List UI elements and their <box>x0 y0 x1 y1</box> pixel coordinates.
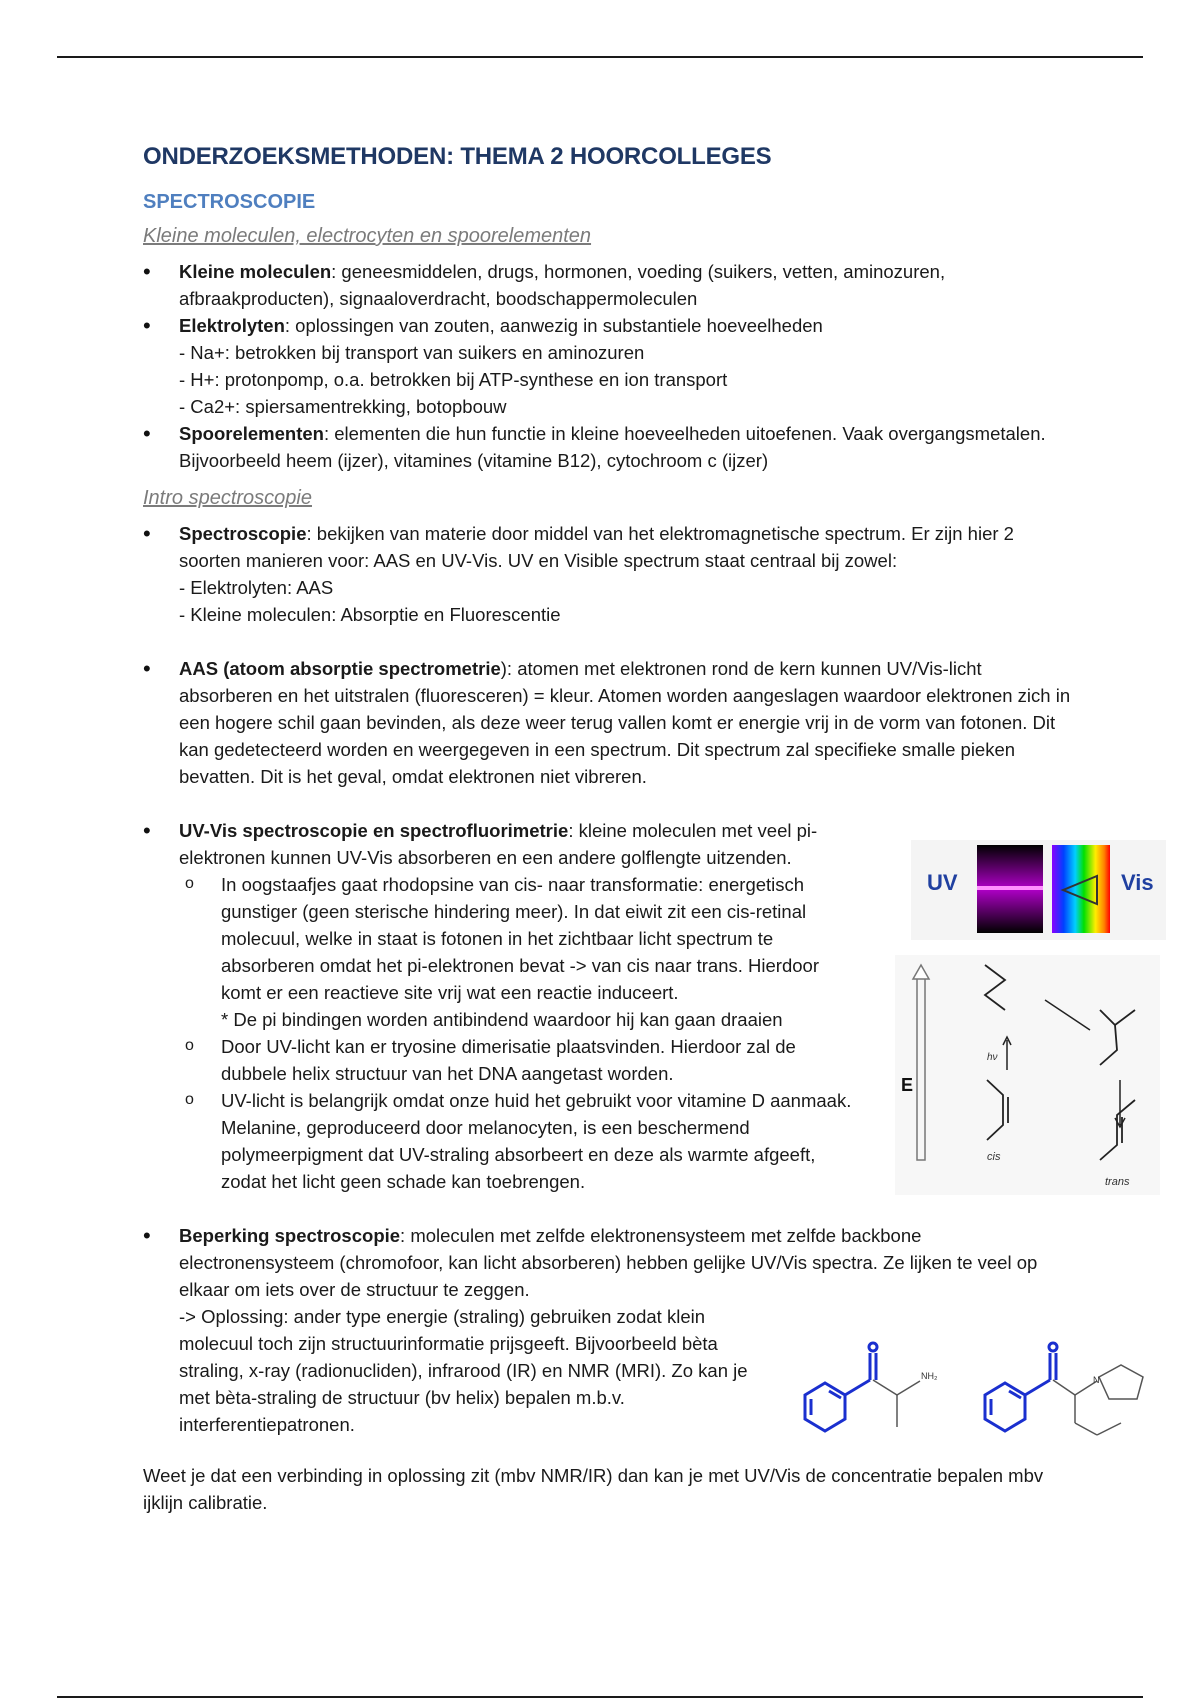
uv-label: UV <box>927 870 958 895</box>
term-aas: AAS (atoom absorptie spectrometrie <box>179 658 501 679</box>
sub-line: - Elektrolyten: AAS <box>179 577 334 598</box>
uv-line <box>977 886 1043 890</box>
definition: : geneesmiddelen, drugs, hormonen, voeding (suikers, vetten, aminozuren, afbraakproducten), signaaloverdracht, boodschappermoleculen <box>179 261 946 309</box>
subheading-intro: Intro spectroscopie <box>143 487 312 509</box>
sub-list <box>179 871 863 1195</box>
sub-text: In oogstaafjes gaat rhodopsine van cis- naar transformatie: energetisch gunstiger (geen sterische hindering meer). In dat eiwit zit een cis-retinal molecuul, welke in staat is fotonen in het zichtbaar licht spectrum te absorberen omdat het pi-elektronen bevat -> van cis naar trans. Hierdoor komt er een reactieve site vrij wat een reactie induceert. <box>221 874 819 1003</box>
definition: : elementen die hun functie in kleine hoeveelheden uitoefenen. Vaak overgangsmetalen. Bijvoorbeeld heem (ijzer), vitamines (vitamine B12), cytochroom c (ijzer) <box>179 423 1046 471</box>
note: * De pi bindingen worden antibindend waardoor hij kan gaan draaien <box>221 1009 783 1030</box>
bullet-list-3 <box>143 655 1073 790</box>
section-heading: SPECTROSCOPIE <box>143 191 316 213</box>
document-body <box>143 140 1073 1516</box>
list-item <box>143 312 1073 420</box>
hv-label: hν <box>987 1052 998 1063</box>
top-rule <box>57 56 1143 58</box>
definition: : moleculen met zelfde elektronensysteem met zelfde backbone electronensysteem (chromofoor, kan licht absorberen) hebben gelijke UV/Vis spectra. Ze lijken te veel op elkaar om iets over de structuur te zeggen. <box>179 1225 1038 1300</box>
term-elektrolyten: Elektrolyten <box>179 315 285 336</box>
term-spoorelementen: Spoorelementen <box>179 423 324 444</box>
term-kleine-moleculen: Kleine moleculen <box>179 261 332 282</box>
sub-line: - H+: protonpomp, o.a. betrokken bij ATP-synthese en ion transport <box>179 369 728 390</box>
list-item <box>143 420 1073 474</box>
trans-label: trans <box>1105 1176 1130 1188</box>
sub-line: - Na+: betrokken bij transport van suikers en aminozuren <box>179 342 645 363</box>
cis-label: cis <box>987 1151 1001 1163</box>
nh2-label: NH₂ <box>921 1371 938 1381</box>
uv-vis-spectrum-figure <box>911 840 1166 940</box>
n-label: N <box>1093 1375 1100 1385</box>
energy-label: E <box>901 1075 914 1095</box>
term-uv-vis: UV-Vis spectroscopie en spectrofluorimetrie <box>179 820 569 841</box>
vis-label: Vis <box>1121 870 1154 895</box>
definition: : bekijken van materie door middel van het elektromagnetische spectrum. Er zijn hier 2 soorten manieren voor: AAS en UV-Vis. UV en Visible spectrum staat centraal bij zowel: <box>179 523 1014 571</box>
list-item <box>143 655 1073 790</box>
definition: ): atomen met elektronen rond de kern kunnen UV/Vis-licht absorberen en het uitstralen (fluoresceren) = kleur. Atomen worden aangeslagen waardoor elektronen zich in een hogere schil gaan bevinden, als deze weer terug vallen komt er energie vrij in de vorm van fotonen. Dit kan gedetecteerd worden en weergegeven in een spectrum. Dit spectrum zal specifieke smalle pieken bevatten. Dit is het geval, omdat elektronen niet vibreren. <box>179 658 1071 787</box>
term-beperking: Beperking spectroscopie <box>179 1225 401 1246</box>
sub-line: - Kleine moleculen: Absorptie en Fluorescentie <box>179 604 561 625</box>
sub-list-item <box>179 1033 863 1087</box>
page-title: ONDERZOEKSMETHODEN: THEMA 2 HOORCOLLEGES <box>143 143 772 170</box>
definition: : oplossingen van zouten, aanwezig in substantiele hoeveelheden <box>284 315 823 336</box>
closing-paragraph: Weet je dat een verbinding in oplossing zit (mbv NMR/IR) dan kan je met UV/Vis de concentratie bepalen mbv ijklijn calibratie. <box>143 1465 1044 1513</box>
bullet-list-2 <box>143 520 1073 628</box>
vis-band <box>1052 845 1110 933</box>
retinal-isomerization-figure <box>895 955 1160 1195</box>
list-item <box>143 817 863 1195</box>
bullet-list-4 <box>143 817 863 1195</box>
solution-text: -> Oplossing: ander type energie (straling) gebruiken zodat klein molecuul toch zijn structuurinformatie prijsgeeft. Bijvoorbeeld bèta straling, x-ray (radionucliden), infrarood (IR) en NMR (MRI). Zo kan je met bèta-straling de structuur (bv helix) bepalen m.b.v. interferentiepatronen. <box>179 1306 748 1435</box>
sub-text: UV-licht is belangrijk omdat onze huid het gebruikt voor vitamine D aanmaak. Melanine, geproduceerd door melanocyten, is een beschermend polymeerpigment dat UV-straling absorbeert en deze als warmte afgeeft, zodat het licht geen schade kan toebrengen. <box>221 1090 852 1192</box>
term-spectroscopie: Spectroscopie <box>179 523 307 544</box>
definition: : kleine moleculen met veel pi-elektronen kunnen UV-Vis absorberen en een andere golflengte uitzenden. <box>179 820 818 868</box>
bottom-rule <box>57 1696 1143 1698</box>
list-item <box>143 258 1073 312</box>
chemical-structures-figure <box>785 1335 1155 1445</box>
sub-line: - Ca2+: spiersamentrekking, botopbouw <box>179 396 507 417</box>
list-item <box>143 520 1073 628</box>
molecule-cathinone <box>805 1343 877 1431</box>
subheading-small-molecules: Kleine moleculen, electrocyten en spoorelementen <box>143 225 592 247</box>
sub-list-item <box>179 871 863 1033</box>
molecule-pyrrolidinophenone <box>985 1343 1057 1431</box>
bullet-list-1 <box>143 258 1073 474</box>
sub-list-item <box>179 1087 863 1195</box>
sub-text: Door UV-licht kan er tryosine dimerisatie plaatsvinden. Hierdoor zal de dubbele helix structuur van het DNA aangetast worden. <box>221 1036 796 1084</box>
